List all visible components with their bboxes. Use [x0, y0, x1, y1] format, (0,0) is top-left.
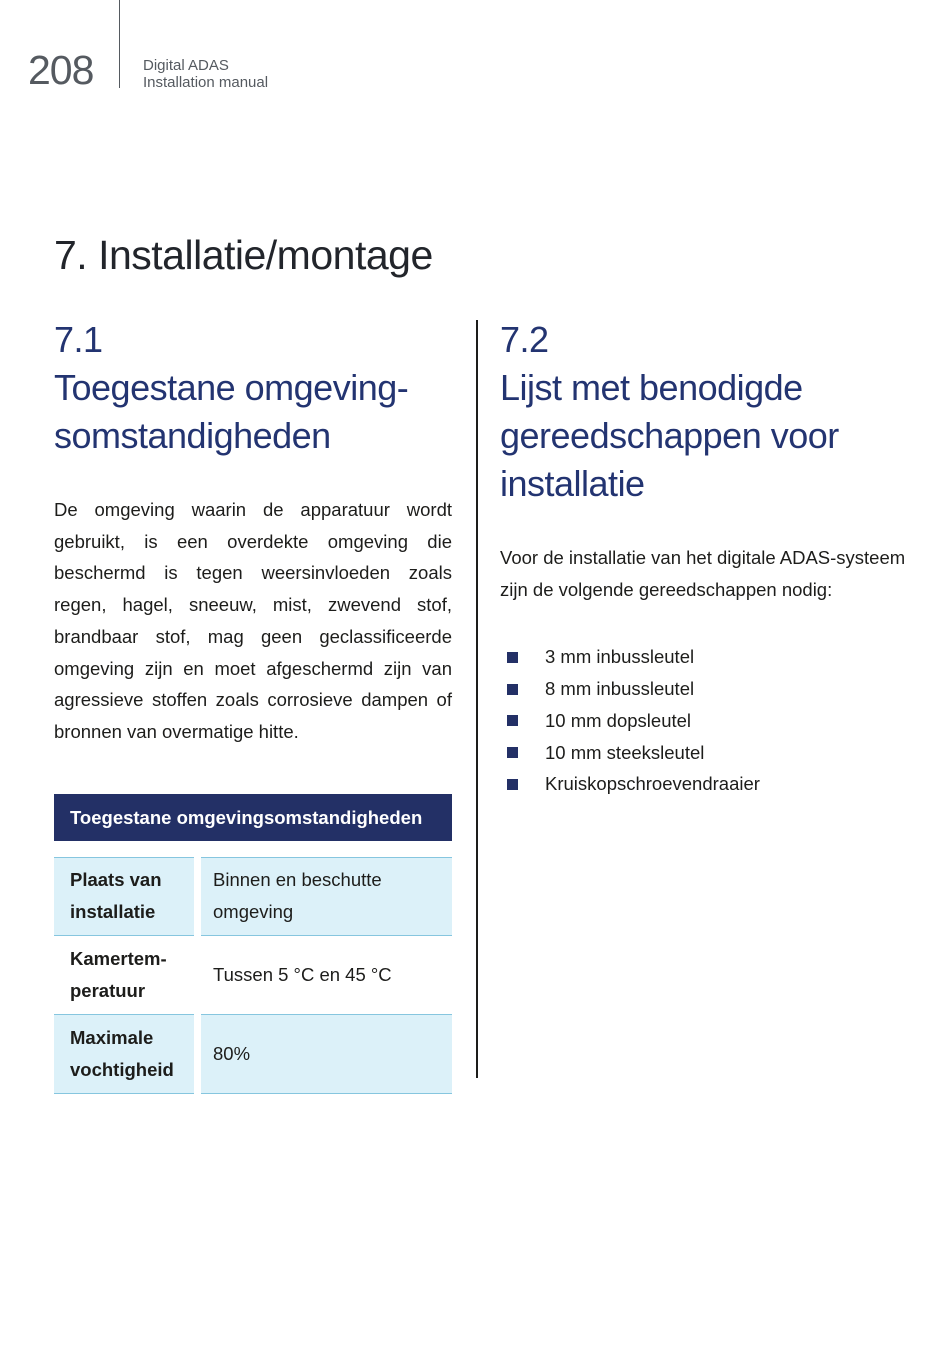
list-item-label: 10 mm steeksleutel [545, 741, 705, 763]
list-item [500, 737, 910, 769]
section-number: 7.2 [500, 319, 549, 360]
page-number: 208 [28, 47, 94, 93]
list-item [500, 641, 910, 673]
row-value: 80% [201, 1015, 452, 1094]
section-7-1 [54, 316, 452, 1094]
square-bullet-icon [507, 715, 518, 726]
square-bullet-icon [507, 747, 518, 758]
square-bullet-icon [507, 779, 518, 790]
section-title-line: somstandigheden [54, 415, 331, 456]
section-7-2 [500, 316, 910, 800]
row-label: Kamertem-peratuur [54, 936, 194, 1015]
table-row [54, 936, 452, 1015]
header-subtitle: Installation manual [143, 74, 269, 91]
section-number: 7.1 [54, 319, 103, 360]
table-row [54, 857, 452, 936]
square-bullet-icon [507, 684, 518, 695]
tools-list [500, 641, 910, 800]
list-item-label: 8 mm inbussleutel [545, 678, 695, 700]
chapter-title: 7. Installatie/montage [54, 232, 433, 278]
list-item [500, 769, 910, 801]
list-item [500, 705, 910, 737]
list-item-label: Kruiskopschroevendraaier [545, 773, 760, 795]
header-divider [119, 0, 120, 88]
list-item-label: 10 mm dopsleutel [545, 709, 692, 731]
list-item-label: 3 mm inbussleutel [545, 646, 695, 668]
square-bullet-icon [507, 652, 518, 663]
section-title-line: Lijst met benodigde [500, 367, 803, 408]
column-divider [476, 320, 478, 1078]
row-label: Maximale vochtigheid [54, 1015, 194, 1094]
table-header: Toegestane omgevingsomstandigheden [54, 794, 452, 841]
conditions-table [54, 857, 452, 1094]
section-title [54, 364, 452, 460]
row-value: Binnen en beschutte omgeving [201, 857, 452, 936]
running-header [143, 57, 268, 91]
section-title-line: gereedschappen voor [500, 415, 839, 456]
body-paragraph: De omgeving waarin de apparatuur wordt gebruikt, is een overdekte omgeving die beschermd is tegen weersinvloeden zoals regen, hagel, sneeuw, mist, zwevend stof, brandbaar stof, mag geen geclassificeerde omgeving zijn en moet afgeschermd zijn van agressieve stoffen zoals corrosieve dampen of bronnen van overmatige hitte. [54, 499, 452, 742]
body-paragraph: Voor de installatie van het digitale ADAS-systeem zijn de volgende gereedschappen nodig: [500, 547, 906, 600]
section-title [500, 364, 910, 508]
header-title: Digital ADAS [143, 57, 229, 74]
list-item [500, 673, 910, 705]
row-value: Tussen 5 °C en 45 °C [201, 936, 452, 1015]
table-row [54, 1015, 452, 1094]
section-title-line: Toegestane omgeving- [54, 367, 409, 408]
row-label: Plaats van installatie [54, 857, 194, 936]
section-title-line: installatie [500, 463, 645, 504]
